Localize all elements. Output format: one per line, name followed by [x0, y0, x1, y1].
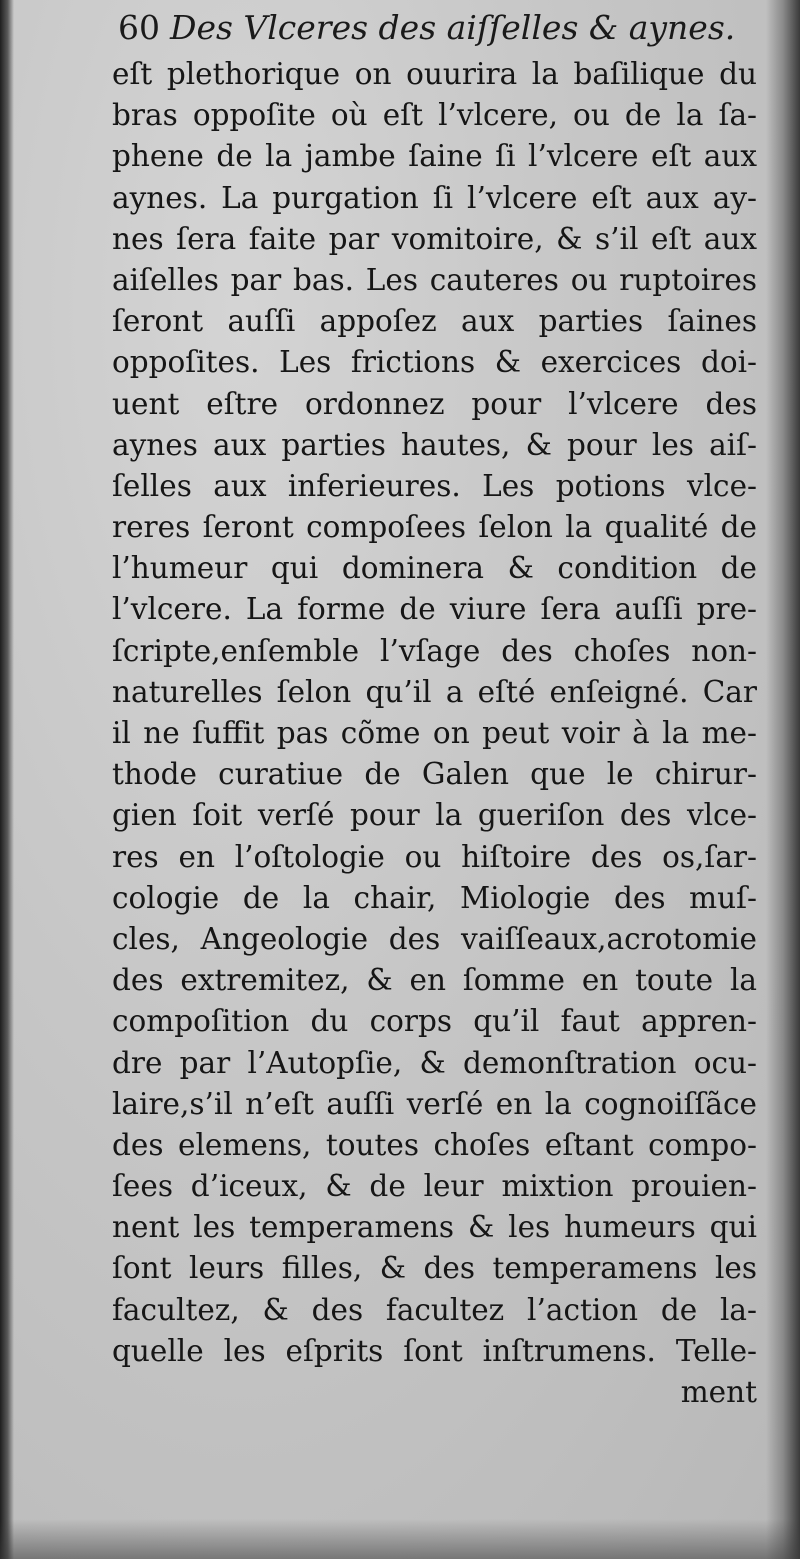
text-line: ſees d’iceux, & de leur mixtion prouien- — [112, 1169, 757, 1204]
text-line: aynes aux parties hautes, & pour les aiſ- — [112, 427, 757, 462]
running-title: Des Vlceres des aiſſelles & aynes. — [170, 8, 736, 47]
text-line: thode curatiue de Galen que le chirur- — [112, 757, 757, 792]
gutter-shadow — [0, 0, 14, 1559]
text-line: cologie de la chair, Miologie des muſ- — [112, 880, 757, 915]
text-line: ſelles aux inferieures. Les potions vlce- — [112, 468, 757, 503]
text-line: uent eſtre ordonnez pour l’vlcere des — [112, 386, 757, 421]
text-line: facultez, & des facultez l’action de la- — [112, 1292, 757, 1327]
text-line: il ne ſuffit pas cõme on peut voir à la me- — [112, 716, 757, 750]
text-line: res en l’oſtologie ou hiſtoire des os,ſar- — [112, 839, 757, 874]
text-line: nent les temperamens & les humeurs qui — [112, 1210, 757, 1245]
text-line: ſont leurs filles, & des temperamens les — [112, 1251, 757, 1286]
text-line: des extremitez, & en ſomme en toute la — [112, 963, 757, 998]
bottom-edge-shadow — [0, 1519, 800, 1559]
text-line: ſeront auſſi appoſez aux parties ſaines — [112, 304, 757, 339]
text-line: cles, Angeologie des vaiſſeaux,acrotomie — [112, 921, 757, 956]
text-line: oppoſites. Les frictions & exercices doi- — [112, 345, 757, 380]
text-line: l’vlcere. La forme de viure ſera auſſi pre- — [112, 592, 757, 627]
page-edge-shadow — [766, 0, 800, 1559]
body-text — [112, 54, 757, 1413]
text-line: dre par l’Autopſie, & demonſtration ocu- — [112, 1045, 757, 1080]
text-line: aiſelles par bas. Les cauteres ou ruptoires — [112, 262, 757, 297]
text-line: nes ſera faite par vomitoire, & s’il eſt aux — [112, 221, 757, 256]
text-line: laire,s’il n’eſt auſſi verſé en la cognoiſſãce — [112, 1086, 757, 1121]
text-line: reres ſeront compoſees ſelon la qualité de — [112, 510, 757, 545]
text-line: bras oppoſite où eſt l’vlcere, ou de la ſa- — [112, 98, 757, 133]
text-line: compoſition du corps qu’il faut appren- — [112, 1004, 757, 1039]
text-line: l’humeur qui dominera & condition de — [112, 551, 757, 586]
text-line: ſcripte,enſemble l’vſage des choſes non- — [112, 633, 757, 668]
text-line: des elemens, toutes choſes eſtant compo- — [112, 1127, 757, 1162]
page-number: 60 — [118, 8, 160, 47]
catchword: ment — [680, 1375, 757, 1409]
text-line: gien ſoit verſé pour la gueriſon des vlce- — [112, 798, 757, 833]
text-line: phene de la jambe ſaine ſi l’vlcere eſt aux — [112, 139, 757, 174]
text-line: aynes. La purgation ſi l’vlcere eſt aux ay- — [112, 180, 757, 215]
text-line: naturelles ſelon qu’il a eſté enſeigné. Car — [112, 674, 757, 709]
text-line: quelle les eſprits ſont inſtrumens. Telle- — [112, 1333, 757, 1368]
text-line: eſt plethorique on ouurira la baſilique du — [112, 57, 757, 91]
running-header — [118, 6, 736, 50]
